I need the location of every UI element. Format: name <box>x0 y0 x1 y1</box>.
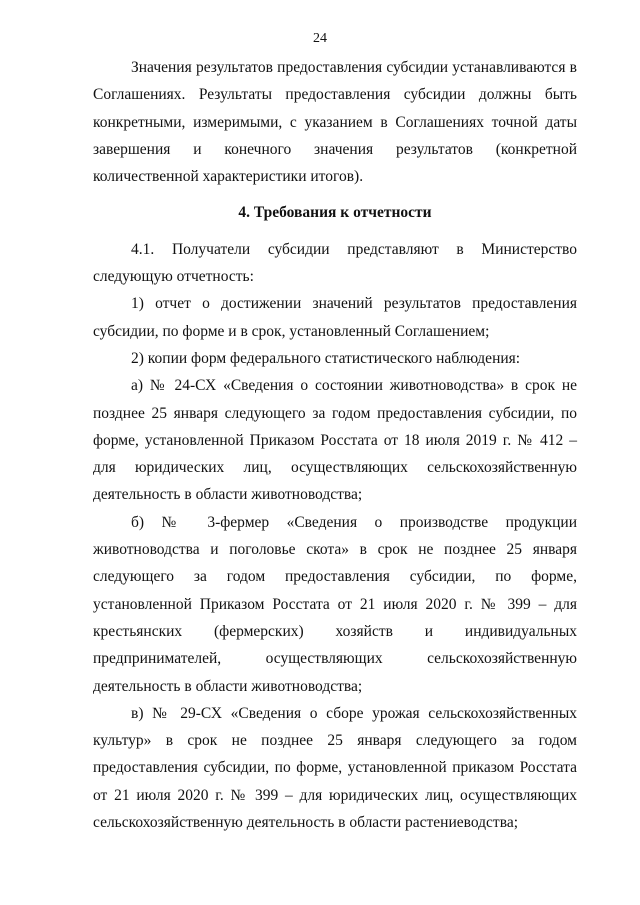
paragraph-4-1: 4.1. Получатели субсидии представляют в Министерство следующую отчетность: <box>93 240 577 286</box>
paragraph-item-1: 1) отчет о достижении значений результатов предоставления субсидии, по форме и в срок, установленный Соглашением; <box>93 295 577 340</box>
document-body <box>93 54 577 836</box>
paragraph-item-a: а) № 24-СХ «Сведения о состоянии животноводства» в срок не позднее 25 января следующего за годом предоставления субсидии, по форме, установленной Приказом Росстата от 18 июля 2019 г. № 412 – для юридических лиц, осуществляющих сельскохозяйственную деятельность в области животноводства; <box>93 377 577 504</box>
paragraph-item-v: в) № 29-СХ «Сведения о сборе урожая сельскохозяйственных культур» в срок не позднее 25 января следующего за годом предоставления субсидии, по форме, установленной приказом Росстата от 21 июля 2020 г. № 399 – для юридических лиц, осуществляющих сельскохозяйственную деятельность в области растениеводства; <box>93 704 577 832</box>
paragraph-item-b: б) № 3-фермер «Сведения о производстве продукции животноводства и поголовье скота» в срок не позднее 25 января следующего за годом предоставления субсидии, по форме, установленной Приказом Росстата от 21 июля 2020 г. № 399 – для крестьянских (фермерских) хозяйств и индивидуальных предпринимателей, осуществляющих сельскохозяйственную деятельность в области животноводства; <box>93 513 577 695</box>
paragraph-item-2: 2) копии форм федерального статистического наблюдения: <box>131 349 521 367</box>
intro-paragraph: Значения результатов предоставления субсидии устанавливаются в Соглашениях. Результаты предоставления субсидии должны быть конкретными, измеримыми, с указанием в Соглашениях точной даты завершения и конечного значения результатов (конкретной количественной характеристики итогов). <box>93 59 577 186</box>
section-heading: 4. Требования к отчетности <box>238 204 432 222</box>
page-number: 24 <box>313 31 327 46</box>
